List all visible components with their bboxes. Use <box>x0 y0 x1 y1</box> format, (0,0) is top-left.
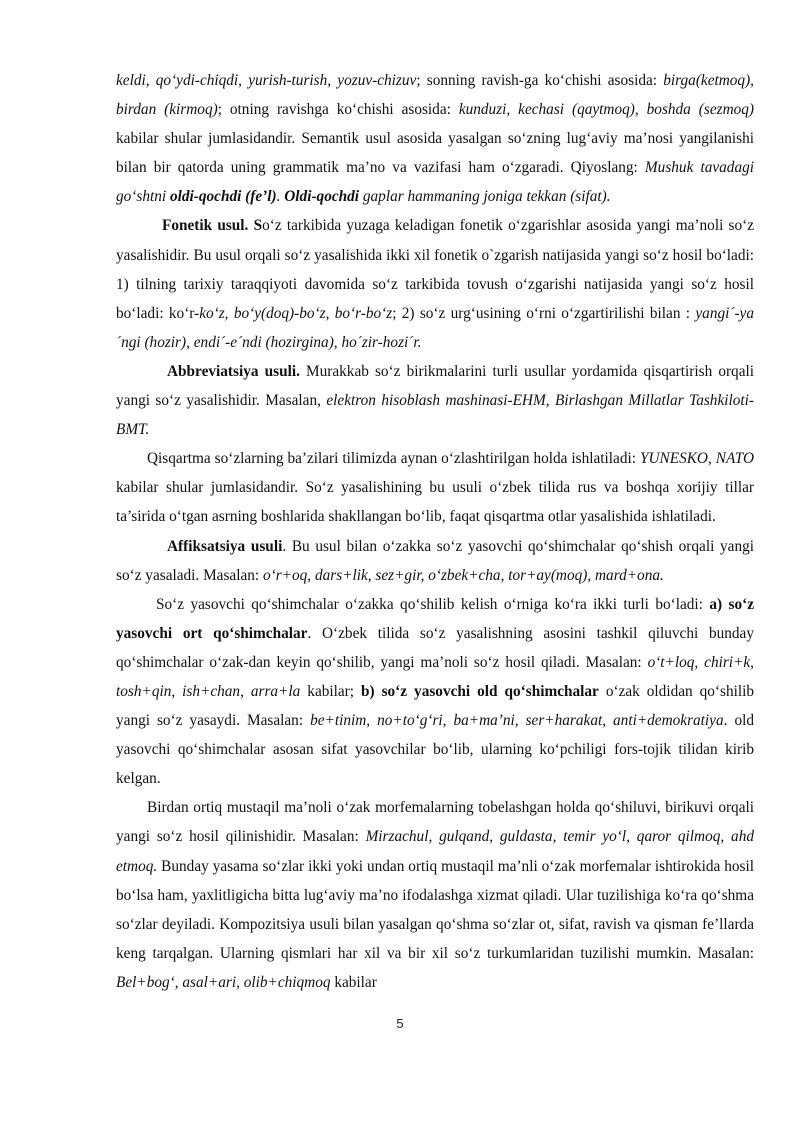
paragraph <box>116 532 754 590</box>
text-run: o‘t+loq, chiri+k, tosh+qin, ish+chan, arra+la <box>116 653 754 700</box>
paragraph <box>116 66 754 211</box>
text-run: gaplar hammaning joniga tekkan (sifat). <box>359 188 611 206</box>
text-run: Qisqartma so‘zlarning ba’zilari tilimizda aynan o‘zlashtirilgan holda ishlatiladi: <box>147 450 640 468</box>
text-run: kabilar shular jumlasidandir. So‘z yasalishining bu usuli o‘zbek tilida rus va boshqa xorijiy tillar ta’sirida o‘tgan asrning boshlarida shakllangan bo‘lib, faqat qisqartma otlar yasalishida ishlatiladi. <box>116 479 754 526</box>
text-run: ; 2) so‘z urg‘usining o‘rni o‘zgartirilishi bilan : <box>392 304 696 322</box>
text-run: Affiksatsiya usuli <box>167 537 283 555</box>
text-run: oldi-qochdi (fe’l) <box>169 188 277 206</box>
text-run: . <box>276 188 285 206</box>
page-number: 5 <box>396 1016 404 1031</box>
text-run: , <box>634 101 647 119</box>
text-run: kunduzi, kechasi (qaytmoq) <box>458 101 635 119</box>
text-run: Bunday yasama so‘zlar ikki yoki undan ortiq mustaqil ma’nli o‘zak morfemalar ishtirokida hosil bo‘lsa ham, yaxlitligicha bitta lug‘aviy ma’no ifodalashga xizmat qiladi. Ular tuzilishiga ko‘ra qo‘shma so‘zlar deyiladi. Kompozitsiya usuli bilan yasalgan qo‘shma so‘zlar ot, sifat, ravish va qisman fe’llarda keng tarqalgan. Ularning qismlari har xil va bir xil so‘z turkumlaridan tuzilishi mumkin. Masalan: <box>116 857 754 962</box>
text-run: o‘z tarkibida yuzaga keladigan fonetik o‘zgarishlar asosida yangi ma’noli so‘z yasalishidir. Bu usul orqali so‘z yasalishida ikki xil fonetik o`zgarish natijasida yangi so‘z hosil bo‘ladi: 1) tilning tarixiy taraqqiyoti davomida so‘z tarkibida tovush o‘zgarishi natijasida yangi so‘z hosil bo‘ladi: ko‘r- <box>116 217 754 322</box>
text-run: ; otning ravishga ko‘chishi asosida: <box>217 101 459 119</box>
text-run: Mushuk tavadagi go‘shtni <box>116 159 754 206</box>
text-run: . old yasovchi qo‘shimchalar asosan sifat yasovchilar bo‘lib, ularning ko‘pchiligi fors-tojik tilidan kirib kelgan. <box>116 712 754 788</box>
text-run: Bel+bog‘, asal+ari, olib+chiqmoq <box>116 973 331 991</box>
paragraph <box>116 590 754 794</box>
text-run: . Bu usul bilan o‘zakka so‘z yasovchi qo‘shimchalar qo‘shish orqali yangi so‘z yasaladi. Masalan: <box>116 537 754 584</box>
text-run: ko‘z, bo‘y(doq)-bo‘z, bo‘r-bo‘z <box>199 304 393 322</box>
text-run: Mirzachul, gulqand, guldasta, temir yo‘l, qaror qilmoq, ahd etmoq. <box>116 828 754 875</box>
paragraph <box>116 211 754 356</box>
document-body <box>116 66 754 997</box>
text-run: b) so‘z yasovchi old qo‘shimchalar <box>361 682 599 700</box>
text-run: boshda (sezmoq) <box>646 101 755 119</box>
text-run: keldi, qo‘ydi-chiqdi, yurish-turish, yozuv-chizuv <box>116 72 417 89</box>
text-run: . O‘zbek tilida so‘z yasalishning asosini tashkil qiluvchi bunday qo‘shimchalar o‘zak-dan keyin qo‘shilib, yangi ma’noli so‘z hosil qiladi. Masalan: <box>116 624 754 671</box>
text-run: be+tinim, no+to‘g‘ri, ba+ma’ni, ser+harakat, anti+demokratiya <box>310 712 724 730</box>
text-run: kabilar shular jumlasidandir. Semantik usul asosida yasalgan so‘zning lug‘aviy ma’nosi yangilanishi bilan bir qatorda uning grammatik ma’no va vazifasi ham o‘zgaradi. Qiyoslang: <box>116 130 754 177</box>
text-run: Oldi-qochdi <box>284 188 360 206</box>
text-run: YUNESKO, NATO <box>639 450 755 468</box>
text-run: Fonetik usul. <box>162 217 249 235</box>
text-run: o‘r+oq, dars+lik, sez+gir, o‘zbek+cha, tor+ay(moq), mard+ona. <box>262 566 664 584</box>
text-run: birga(ketmoq), birdan (kirmoq) <box>116 72 754 119</box>
text-run: Birdan ortiq mustaqil ma’noli o‘zak morfemalarning tobelashgan holda qo‘shiluvi, birikuvi orqali yangi so‘z hosil qilinishidir. Masalan: <box>116 799 754 846</box>
text-run: So‘z yasovchi qo‘shimchalar o‘zakka qo‘shilib kelish o‘rniga ko‘ra ikki turli bo‘ladi: <box>156 595 710 613</box>
text-run: Murakkab so‘z birikmalarini turli usullar yordamida qisqartirish orqali yangi so‘z yasalishidir. Masalan, <box>116 362 754 410</box>
paragraph <box>116 793 754 997</box>
paragraph <box>116 444 754 531</box>
text-run: a) so‘z yasovchi ort qo‘shimchalar <box>116 595 754 642</box>
text-run: kabilar; <box>300 682 361 700</box>
text-run: yangi´-ya´ngi (hozir), endi´-e´ndi (hozirgina), ho´zir-hozi´r. <box>116 304 754 351</box>
text-run: o‘zak oldidan qo‘shilib yangi so‘z yasaydi. Masalan: <box>116 682 755 730</box>
text-run: kabilar <box>330 973 377 991</box>
text-run: Abbreviatsiya usuli. <box>167 362 300 380</box>
text-run: ; sonning ravish-ga ko‘chishi asosida: <box>416 72 664 89</box>
text-run: S <box>253 217 263 235</box>
text-run: elektron hisoblash mashinasi-EHM, Birlashgan Millatlar Tashkiloti-BMT. <box>116 392 754 439</box>
paragraph <box>116 357 754 444</box>
